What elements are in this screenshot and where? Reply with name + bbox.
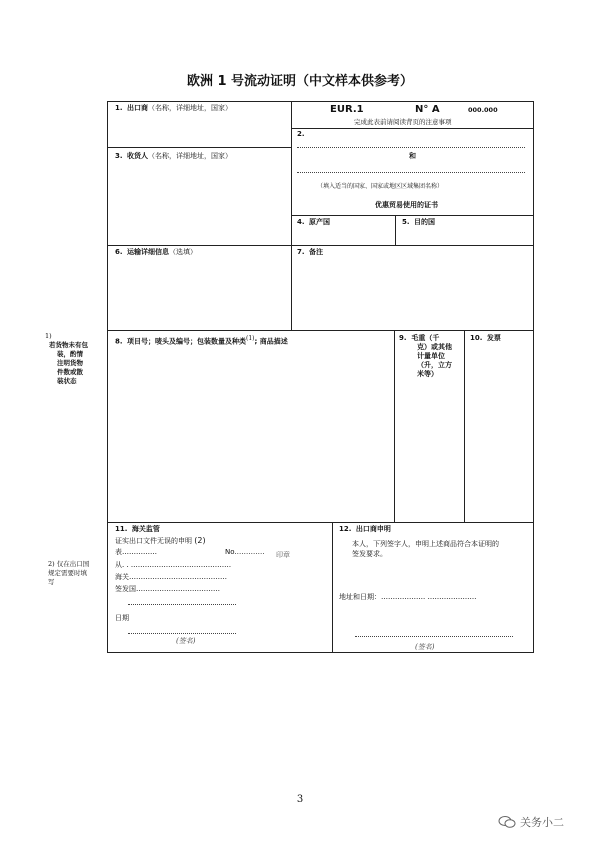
box12-place-date: 地址和日期：………………. ………………… <box>339 593 477 601</box>
watermark-text: 关务小二 <box>520 816 564 829</box>
box11-customs-line: 海关…………………………………… <box>115 573 227 581</box>
box2-note: （填入适当的国家、国家或地区区域集团名称） <box>317 183 444 190</box>
side-note-1-line: 注明货物 <box>57 359 83 367</box>
box11-signature-line[interactable] <box>128 633 236 634</box>
document-title: 欧洲 1 号流动证明（中文样本供参考） <box>186 74 414 89</box>
box6-label: 6. 运输详细信息（选填） <box>115 248 197 256</box>
side-note-2-mark: 2) <box>48 560 55 568</box>
side-note-1-line: 装状态 <box>57 377 77 385</box>
side-note-1-line: 若货物未有包 <box>49 341 88 349</box>
box12-text-2: 签发要求。 <box>352 550 387 558</box>
box11-date-label: 日期 <box>115 614 129 622</box>
box11-form-line: 表…………… <box>115 548 157 556</box>
side-note-2 <box>48 560 89 587</box>
box5-label: 5. 目的国 <box>402 218 435 226</box>
box11-signature-label: (签名) <box>176 637 196 645</box>
box2-number: 2. <box>297 130 305 138</box>
box7-label: 7. 备注 <box>297 248 323 256</box>
box2-and: 和 <box>409 152 416 160</box>
side-note-1-mark: 1) <box>45 332 52 340</box>
box4-label: 4. 原产国 <box>297 218 330 226</box>
box11-declaration: 证实出口文件无误的申明 (2) <box>115 536 206 545</box>
side-note-2-line: 写 <box>48 578 55 586</box>
certificate-form <box>107 101 534 653</box>
box11-stamp: 印章 <box>276 551 290 559</box>
box11-blank-line[interactable] <box>128 604 236 605</box>
box11-no-line: No.………… <box>225 548 265 556</box>
side-note-1-line: 件数或散 <box>57 368 83 376</box>
box12-signature-line[interactable] <box>355 636 513 637</box>
no-a-label: N° A <box>415 104 440 115</box>
eur-label: EUR.1 <box>330 104 364 115</box>
wechat-icon <box>498 816 516 828</box>
certificate-number: 000.000 <box>468 106 498 114</box>
box11-from-line: 从. . .…………………………………… <box>115 561 232 569</box>
side-note-1 <box>45 332 88 386</box>
box12-signature-label: (签名) <box>415 643 435 651</box>
box2-country-line[interactable] <box>297 172 525 173</box>
box1-label: 1. 出口商（名称，详细地址，国家） <box>115 104 232 112</box>
box8-label: 8. 项目号；唛头及编号；包装数量及种类$^{(1)}$; 商品描述 <box>115 335 288 346</box>
watermark <box>498 814 564 830</box>
box12-label: 12. 出口商申明 <box>339 525 391 533</box>
box3-label: 3. 收货人（名称，详细地址，国家） <box>115 152 232 160</box>
box11-issuing-line: 签发国……………………………… <box>115 585 220 593</box>
box10-label: 10. 发票 <box>470 334 501 342</box>
box11-label: 11. 海关监管 <box>115 525 160 533</box>
header-instruction: 完成此表前请阅读背页的注意事项 <box>354 118 452 126</box>
box2-footer: 优惠贸易使用的证书 <box>375 201 438 209</box>
side-note-2-line: 规定需要时填 <box>48 569 87 577</box>
box2-country-line[interactable] <box>297 147 525 148</box>
side-note-1-line: 装，酌情 <box>57 350 83 358</box>
box12-text-1: 本人，下列签字人，申明上述商品符合本证明的 <box>352 540 499 548</box>
side-note-2-line: 仅在出口国 <box>56 560 90 568</box>
box9-label: 9. 毛重（千 克）或其他 计量单位 （升，立方 米等） <box>399 334 452 378</box>
page-number: 3 <box>296 794 304 805</box>
